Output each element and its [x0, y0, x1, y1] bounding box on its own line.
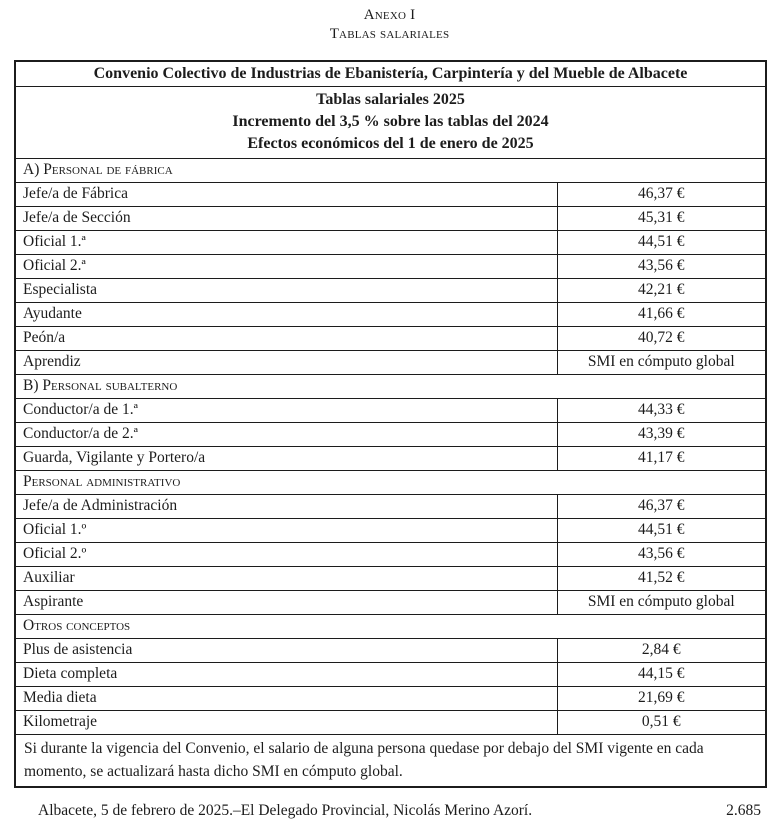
table-title: Convenio Colectivo de Industrias de Ebanistería, Carpintería y del Mueble de Albacete [15, 61, 766, 86]
value-cell: 46,37 € [557, 182, 766, 206]
value-cell: SMI en cómputo global [557, 350, 766, 374]
table-title-row [15, 61, 766, 86]
concept-cell: Jefe/a de Fábrica [15, 182, 557, 206]
signature-line: Albacete, 5 de febrero de 2025.–El Delegado Provincial, Nicolás Merino Azorí. [38, 801, 533, 819]
section-header-label: A) Personal de fábrica [15, 158, 766, 182]
section-header-label: B) Personal subalterno [15, 374, 766, 398]
value-cell: 41,66 € [557, 302, 766, 326]
table-subtitle [15, 86, 766, 158]
value-cell: 21,69 € [557, 686, 766, 710]
concept-cell: Oficial 1.ª [15, 230, 557, 254]
concept-cell: Dieta completa [15, 662, 557, 686]
value-cell: 43,56 € [557, 254, 766, 278]
table-row [15, 206, 766, 230]
value-cell: 41,52 € [557, 566, 766, 590]
document-subheading: Tablas salariales [329, 26, 450, 42]
table-row [15, 686, 766, 710]
value-cell: 0,51 € [557, 710, 766, 734]
concept-cell: Peón/a [15, 326, 557, 350]
table-subtitle-row [15, 86, 766, 158]
table-row [15, 326, 766, 350]
value-cell: 40,72 € [557, 326, 766, 350]
concept-cell: Oficial 1.º [15, 518, 557, 542]
concept-cell: Jefe/a de Administración [15, 494, 557, 518]
table-row [15, 518, 766, 542]
concept-cell: Oficial 2.ª [15, 254, 557, 278]
concept-cell: Oficial 2.º [15, 542, 557, 566]
value-cell: 45,31 € [557, 206, 766, 230]
table-row [15, 278, 766, 302]
table-row [15, 398, 766, 422]
table-row [15, 638, 766, 662]
section-header-row [15, 470, 766, 494]
section-header-row [15, 614, 766, 638]
table-row [15, 182, 766, 206]
concept-cell: Conductor/a de 1.ª [15, 398, 557, 422]
table-row [15, 302, 766, 326]
concept-cell: Plus de asistencia [15, 638, 557, 662]
value-cell: 46,37 € [557, 494, 766, 518]
footnote-row [15, 734, 766, 787]
table-row [15, 446, 766, 470]
salary-table-body [15, 61, 766, 734]
value-cell: 43,56 € [557, 542, 766, 566]
value-cell: 44,15 € [557, 662, 766, 686]
section-header-label: Otros conceptos [15, 614, 766, 638]
value-cell: 43,39 € [557, 422, 766, 446]
subtitle-line-3: Efectos económicos del 1 de enero de 2025 [247, 134, 534, 152]
concept-cell: Aspirante [15, 590, 557, 614]
value-cell: 42,21 € [557, 278, 766, 302]
bulletin-number: 2.685 [726, 801, 761, 819]
table-row [15, 350, 766, 374]
document-footer [14, 801, 765, 821]
table-row [15, 422, 766, 446]
value-cell: 41,17 € [557, 446, 766, 470]
concept-cell: Guarda, Vigilante y Portero/a [15, 446, 557, 470]
value-cell: 44,51 € [557, 230, 766, 254]
value-cell: SMI en cómputo global [557, 590, 766, 614]
concept-cell: Auxiliar [15, 566, 557, 590]
concept-cell: Conductor/a de 2.ª [15, 422, 557, 446]
value-cell: 44,33 € [557, 398, 766, 422]
value-cell: 44,51 € [557, 518, 766, 542]
concept-cell: Kilometraje [15, 710, 557, 734]
table-row [15, 254, 766, 278]
table-row [15, 230, 766, 254]
concept-cell: Media dieta [15, 686, 557, 710]
table-row [15, 542, 766, 566]
section-header-row [15, 158, 766, 182]
concept-cell: Jefe/a de Sección [15, 206, 557, 230]
table-row [15, 710, 766, 734]
value-cell: 2,84 € [557, 638, 766, 662]
smi-footnote: Si durante la vigencia del Convenio, el salario de alguna persona quedase por debajo del SMI vigente en cada momento, se actualizará hasta dicho SMI en cómputo global. [15, 734, 766, 787]
salary-table-footer [15, 734, 766, 787]
concept-cell: Especialista [15, 278, 557, 302]
section-header-row [15, 374, 766, 398]
table-row [15, 590, 766, 614]
salary-table [14, 60, 767, 788]
table-row [15, 494, 766, 518]
concept-cell: Ayudante [15, 302, 557, 326]
subtitle-line-1: Tablas salariales 2025 [316, 90, 465, 108]
concept-cell: Aprendiz [15, 350, 557, 374]
section-header-label: Personal administrativo [15, 470, 766, 494]
table-row [15, 662, 766, 686]
table-row [15, 566, 766, 590]
subtitle-line-2: Incremento del 3,5 % sobre las tablas del 2024 [232, 112, 549, 130]
annex-heading: Anexo I [363, 7, 416, 23]
